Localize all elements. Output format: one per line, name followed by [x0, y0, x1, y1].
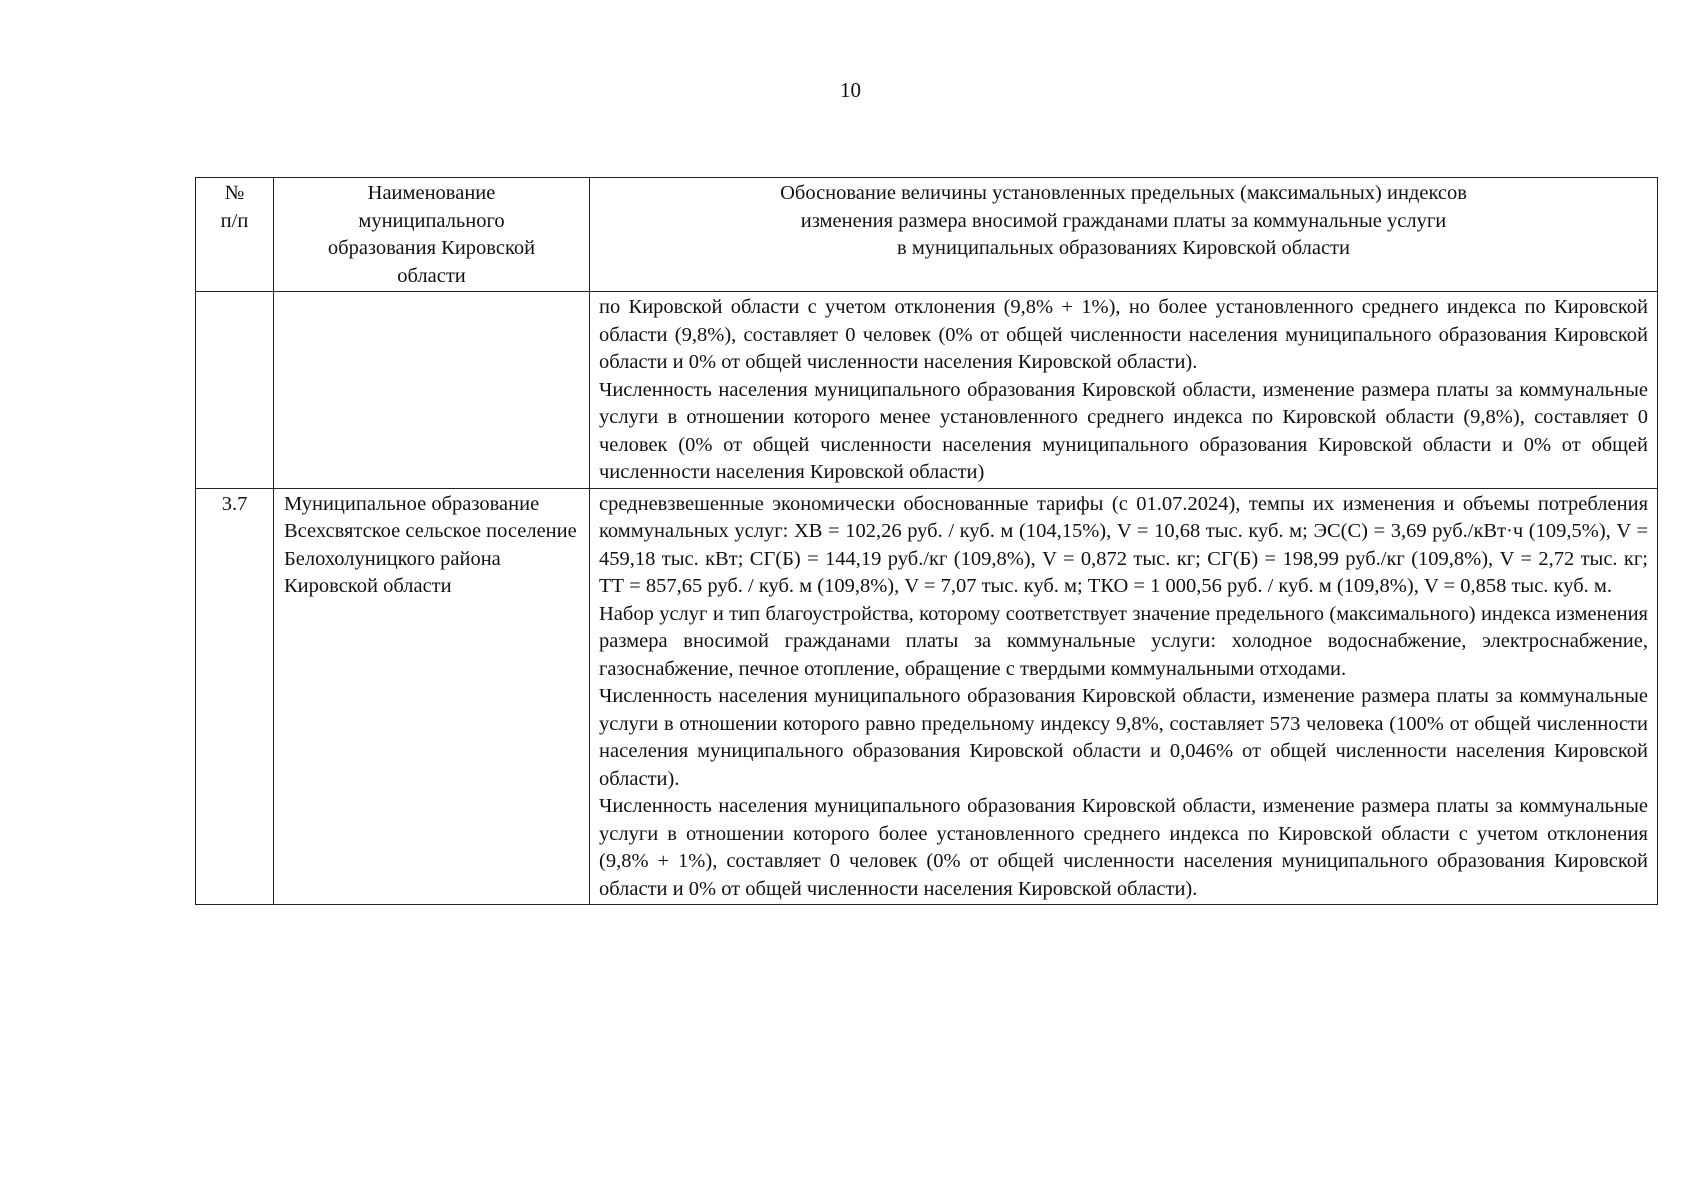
justification-paragraph: Численность населения муниципального образования Кировской области, изменение размера платы за коммунальные услуги в отношении которого менее установленного среднего индекса по Кировской области (9,8%), составляет 0 человек (0% от общей численности населения муниципального образования Кировской области и 0% от общей численности населения Кировской области) — [599, 378, 1648, 483]
header-number — [196, 178, 274, 292]
row-number: 3.7 — [196, 488, 274, 905]
municipality-name — [274, 292, 590, 489]
header-name-line: Наименование — [367, 182, 496, 204]
municipality-name: Муниципальное образование Всехсвятское сельское поселение Белохолуницкого района Кировской области — [274, 488, 590, 905]
tariffs-paragraph: средневзвешенные экономически обоснованные тарифы (с 01.07.2024), темпы их изменения и объемы потребления коммунальных услуг: ХВ = 102,26 руб. / куб. м (104,15%), V = 10,68 тыс. куб. м; ЭС(С) = 3,69 руб./кВт·ч (109,5%), V = 459,18 тыс. кВт; СГ(Б) = 144,19 руб./кг (109,8%), V = 0,872 тыс. кг; СГ(Б) = 198,99 руб./кг (109,8%), V = 2,72 тыс. кг; ТТ = 857,65 руб. / куб. м (109,8%), V = 7,07 тыс. куб. м; ТКО = 1 000,56 руб. / куб. м (109,8%), V = 0,858 тыс. куб. м. — [599, 492, 1648, 597]
page-number: 10 — [840, 78, 861, 102]
header-number-line: п/п — [220, 209, 249, 232]
services-paragraph: Набор услуг и тип благоустройства, которому соответствует значение предельного (максимального) индекса изменения размера вносимой гражданами платы за коммунальные услуги: холодное водоснабжение, электроснабжение, газоснабжение, печное отопление, обращение с твердыми коммунальными отходами. — [599, 602, 1648, 680]
population-equal-paragraph: Численность населения муниципального образования Кировской области, изменение размера платы за коммунальные услуги в отношении которого равно предельному индексу 9,8%, составляет 573 человека (100% от общей численности населения муниципального образования Кировской области и 0,046% от общей численности населения Кировской области). — [599, 685, 1648, 790]
header-justification-line: изменения размера вносимой гражданами платы за коммунальные услуги — [800, 209, 1447, 232]
header-name-line: образования Кировской — [327, 237, 536, 259]
header-justification — [590, 178, 1658, 292]
header-name-line: муниципального — [358, 209, 505, 232]
population-above-paragraph: Численность населения муниципального образования Кировской области, изменение размера платы за коммунальные услуги в отношении которого более установленного среднего индекса по Кировской области с учетом отклонения (9,8% + 1%), составляет 0 человек (0% от общей численности населения муниципального образования Кировской области и 0% от общей численности населения Кировской области). — [599, 795, 1648, 900]
table-row — [196, 292, 1658, 489]
table-header-row — [196, 178, 1658, 292]
justification-paragraph: по Кировской области с учетом отклонения (9,8% + 1%), но более установленного среднего индекса по Кировской области (9,8%), составляет 0 человек (0% от общей численности населения муниципального образования Кировской области и 0% от общей численности населения Кировской области). — [599, 296, 1648, 373]
header-justification-line: в муниципальных образованиях Кировской области — [897, 237, 1350, 259]
row-number — [196, 292, 274, 489]
table-row — [196, 488, 1658, 905]
justification-cell — [590, 488, 1658, 905]
header-municipality-name — [274, 178, 590, 292]
tariff-index-table — [195, 177, 1658, 905]
header-justification-line: Обоснование величины установленных предельных (максимальных) индексов — [780, 182, 1467, 204]
header-number-line: № — [224, 182, 245, 204]
justification-cell — [590, 292, 1658, 489]
header-name-line: области — [397, 264, 466, 287]
